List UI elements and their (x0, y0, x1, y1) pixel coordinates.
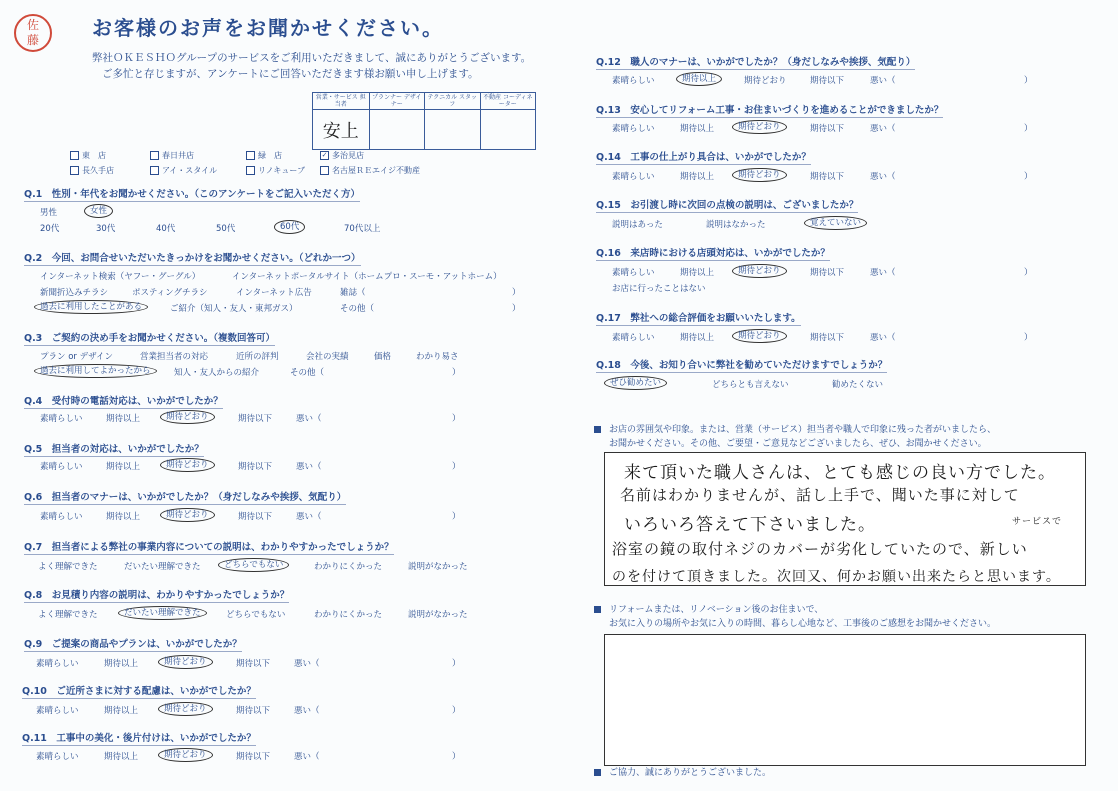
option[interactable]: 期待以下 (238, 414, 273, 424)
comment2-box[interactable] (604, 634, 1086, 766)
handwriting-note: サービスで (1012, 517, 1063, 527)
option[interactable]: 説明がなかった (408, 610, 468, 620)
option[interactable]: 会社の実績 (306, 352, 349, 362)
question-q17: Q.17 弊社への総合評価をお願いいたします。 (596, 313, 801, 324)
question-q18: Q.18 今後、お知り合いに弊社を勧めていただけますでしょうか？ (596, 360, 888, 371)
option[interactable]: 70代以上 (344, 224, 381, 234)
paren-close: ） (452, 368, 461, 378)
option[interactable]: 50代 (216, 224, 236, 234)
intro-line: ご多忙と存じますが、アンケートにご回答いただきます様お願い申し上げます。 (102, 68, 479, 80)
question-q8: Q.8 お見積り内容の説明は、わかりやすかったでしょうか？ (24, 590, 290, 601)
intro-line: 弊社ＯＫＥＳＨＯグループのサービスをご利用いただきまして、誠にありがとうございます。 (92, 52, 532, 64)
paren-close: ） (452, 752, 461, 762)
question-q6: Q.6 担当者のマナーは、いかがでしたか？（身だしなみや挨拶、気配り） (24, 492, 347, 503)
option-selected[interactable]: 期待どおり (160, 410, 215, 422)
option[interactable]: 期待以下 (810, 172, 845, 182)
option[interactable]: 営業担当者の対応 (140, 352, 209, 362)
option[interactable]: よく理解できた (38, 610, 98, 620)
option[interactable]: 期待以上 (106, 462, 141, 472)
bullet-square-icon (594, 426, 601, 433)
option[interactable]: 期待以上 (106, 414, 141, 424)
paren-close: ） (1024, 76, 1033, 86)
option-selected[interactable]: 期待どおり (160, 458, 215, 470)
option-selected[interactable]: 期待どおり (158, 702, 213, 714)
question-q3: Q.3 ご契約の決め手をお聞かせください。（複数回答可） (24, 333, 276, 344)
option[interactable]: だいたい理解できた (124, 562, 201, 572)
option-selected[interactable]: 60代 (274, 220, 305, 232)
question-q13: Q.13 安心してリフォーム工事・お住まいづくりを進めることができましたか？ (596, 105, 944, 116)
option[interactable]: 男性 (40, 208, 58, 218)
paren-close: ） (512, 304, 521, 314)
question-q2: Q.2 今回、お問合せいただいたきっかけをお聞かせください。（どれか一つ） (24, 253, 361, 264)
option[interactable]: 素晴らしい (36, 752, 79, 762)
checkbox-icon (70, 166, 79, 175)
option[interactable]: 期待以下 (810, 333, 845, 343)
option[interactable]: 期待以上 (680, 333, 715, 343)
paren-close: ） (1024, 124, 1033, 134)
paren-close: ） (512, 288, 521, 298)
option[interactable]: わかりにくかった (314, 562, 383, 572)
intro-text (92, 50, 532, 82)
checkbox-icon (150, 151, 159, 160)
question-q11: Q.11 工事中の美化・後片付けは、いかがでしたか？ (22, 733, 256, 744)
handwriting-line: のを付けて頂きました。次回又、何かお願い出来たらと思います。 (612, 569, 1061, 585)
store-option[interactable]: 名古屋ＲＥエイジ不動産 (320, 165, 440, 176)
question-q9: Q.9 ご提案の商品やプランは、いかがでしたか？ (24, 639, 242, 650)
comment1-label: お店の雰囲気や印象。または、営業（サービス）担当者や職人で印象に残った者がいましたら、 お聞かせください。その他、ご要望・ご意見などございましたら、ぜひ、お聞かせください。 (594, 423, 996, 451)
store-option[interactable]: 長久手店 (70, 165, 150, 176)
option[interactable]: 期待どおり (744, 76, 787, 86)
option-selected[interactable]: 期待どおり (732, 329, 787, 341)
bullet-square-icon (594, 769, 601, 776)
option[interactable]: 悪い（ (870, 333, 896, 343)
option-selected[interactable]: 期待どおり (160, 508, 215, 520)
option[interactable]: 新聞折込みチラシ (40, 288, 109, 298)
option-selected[interactable]: 過去に利用したことがある (34, 300, 148, 312)
option[interactable]: インターネット検索（ヤフー・グーグル） (40, 272, 201, 282)
option-selected[interactable]: どちらでもない (218, 558, 289, 570)
option[interactable]: プラン or デザイン (40, 352, 114, 362)
option[interactable]: どちらでもない (226, 610, 286, 620)
option[interactable]: 説明がなかった (408, 562, 468, 572)
staff-value[interactable]: 安上 (322, 120, 359, 142)
staff-value[interactable] (481, 110, 536, 149)
option[interactable]: ポスティングチラシ (132, 288, 208, 298)
staff-value[interactable] (370, 110, 425, 149)
option[interactable]: 期待以下 (236, 752, 271, 762)
option[interactable]: わかり易さ (416, 352, 459, 362)
option[interactable]: インターネット広告 (236, 288, 312, 298)
option[interactable]: 価格 (374, 352, 392, 362)
option[interactable]: 素晴らしい (40, 512, 83, 522)
option[interactable]: どちらとも言えない (712, 380, 789, 390)
question-q7: Q.7 担当者による弊社の事業内容についての説明は、わかりやすかったでしょうか？ (24, 542, 394, 553)
handwriting-line: 名前はわかりませんが、話し上手で、聞いた事に対して (620, 486, 1020, 504)
question-q4: Q.4 受付時の電話対応は、いかがでしたか？ (24, 396, 223, 407)
option[interactable]: わかりにくかった (314, 610, 383, 620)
bullet-square-icon (594, 606, 601, 613)
store-option[interactable]: アイ・スタイル (150, 165, 246, 176)
closing-message: ご協力、誠にありがとうございました。 (594, 766, 771, 780)
option[interactable]: ご紹介（知人・友人・東邦ガス） (170, 304, 298, 314)
option[interactable]: 悪い（ (870, 76, 896, 86)
option[interactable]: 悪い（ (294, 706, 320, 716)
option[interactable]: 期待以下 (238, 512, 273, 522)
option[interactable]: 期待以上 (680, 124, 715, 134)
question-q1: Q.1 性別・年代をお聞かせください。（このアンケートをご記入いただく方） (24, 189, 360, 200)
page-title: お客様のお声をお聞かせください。 (92, 16, 444, 40)
checkbox-icon (320, 166, 329, 175)
store-option[interactable]: 緑 店 (246, 150, 320, 161)
staff-value[interactable] (425, 110, 480, 149)
staff-header: テクニカル スタッフ (425, 93, 480, 110)
staff-header: 営業・サービス 担当者 (313, 93, 369, 110)
option[interactable]: 期待以上 (680, 268, 715, 278)
option[interactable]: 素晴らしい (36, 659, 79, 669)
option-selected[interactable]: 期待どおり (732, 120, 787, 132)
option[interactable]: 40代 (156, 224, 176, 234)
option[interactable]: 期待以下 (236, 706, 271, 716)
option-selected[interactable]: 期待どおり (732, 168, 787, 180)
handwriting-line: 来て頂いた職人さんは、とても感じの良い方でした。 (624, 463, 1056, 483)
question-q12: Q.12 職人のマナーは、いかがでしたか？（身だしなみや挨拶、気配り） (596, 57, 916, 68)
option[interactable]: 期待以下 (810, 124, 845, 134)
option[interactable]: 期待以上 (104, 659, 139, 669)
option[interactable]: 素晴らしい (612, 124, 655, 134)
option[interactable]: 悪い（ (296, 414, 322, 424)
option[interactable]: よく理解できた (38, 562, 98, 572)
seal-char-top: 佐 (26, 18, 39, 32)
store-option[interactable]: ✓ 多治見店 (321, 151, 364, 160)
question-q16: Q.16 来店時における店頭対応は、いかがでしたか？ (596, 248, 830, 259)
option[interactable]: 期待以下 (810, 268, 845, 278)
option[interactable]: 素晴らしい (40, 462, 83, 472)
option[interactable]: 素晴らしい (612, 172, 655, 182)
question-q5: Q.5 担当者の対応は、いかがでしたか？ (24, 444, 204, 455)
option[interactable]: 勧めたくない (832, 380, 884, 390)
option[interactable]: 悪い（ (294, 752, 320, 762)
staff-header: 不動産 コーディネーター (481, 93, 536, 110)
option-selected[interactable]: 女性 (84, 204, 113, 216)
option[interactable]: 悪い（ (870, 172, 896, 182)
paren-close: ） (452, 706, 461, 716)
option[interactable]: 期待以上 (106, 512, 141, 522)
option[interactable]: 素晴らしい (36, 706, 79, 716)
option-selected[interactable]: 期待どおり (158, 655, 213, 667)
paren-close: ） (452, 659, 461, 669)
option-selected[interactable]: 期待どおり (732, 264, 787, 276)
comment2-label: リフォームまたは、リノベーション後のお住まいで、 お気に入りの場所やお気に入りの時間、暮らし心地など、工事後のご感想をお聞かせください。 (594, 603, 996, 631)
option[interactable]: 期待以上 (104, 752, 139, 762)
option-selected[interactable]: 覚えていない (804, 216, 867, 228)
question-q14: Q.14 工事の仕上がり具合は、いかがでしたか？ (596, 152, 811, 163)
checkbox-icon (70, 151, 79, 160)
option[interactable]: その他（ (340, 304, 375, 314)
option[interactable]: 期待以上 (680, 172, 715, 182)
option[interactable]: 近所の評判 (236, 352, 279, 362)
option-selected[interactable]: 期待以上 (676, 72, 722, 84)
option[interactable]: 悪い（ (294, 659, 320, 669)
store-option[interactable]: リノキューブ (246, 165, 320, 176)
option[interactable]: その他（ (290, 368, 325, 378)
handwriting-line: いろいろ答えて下さいました。 (624, 515, 876, 535)
paren-close: ） (452, 462, 461, 472)
option-selected[interactable]: だいたい理解できた (118, 606, 207, 618)
option[interactable]: お店に行ったことはない (612, 284, 706, 294)
option[interactable]: 雑誌（ (340, 288, 366, 298)
option[interactable]: 素晴らしい (612, 268, 655, 278)
option[interactable]: 期待以上 (104, 706, 139, 716)
checkbox-icon (246, 151, 255, 160)
approval-seal (14, 14, 52, 52)
option[interactable]: 悪い（ (870, 268, 896, 278)
option[interactable]: 説明はなかった (706, 220, 766, 230)
option[interactable]: 悪い（ (296, 512, 322, 522)
checkbox-icon (150, 166, 159, 175)
paren-close: ） (1024, 333, 1033, 343)
seal-char-bottom: 藤 (26, 33, 39, 47)
store-option[interactable]: 東 店 (70, 150, 150, 161)
checkbox-icon (246, 166, 255, 175)
option[interactable]: 悪い（ (870, 124, 896, 134)
question-q15: Q.15 お引渡し時に次回の点検の説明は、ございましたか？ (596, 200, 859, 211)
handwriting-line: 浴室の鏡の取付ネジのカバーが劣化していたので、新しい (612, 540, 1028, 558)
option[interactable]: 20代 (40, 224, 60, 234)
option[interactable]: 説明はあった (612, 220, 663, 230)
store-checklist (70, 150, 430, 176)
option[interactable]: 30代 (96, 224, 116, 234)
staff-table (312, 92, 536, 150)
paren-close: ） (1024, 268, 1033, 278)
option[interactable]: 期待以下 (810, 76, 845, 86)
question-q10: Q.10 ご近所さまに対する配慮は、いかがでしたか？ (22, 686, 256, 697)
checkbox-checked-icon: ✓ (321, 151, 328, 159)
store-option[interactable]: 春日井店 (150, 150, 246, 161)
option[interactable]: 悪い（ (296, 462, 322, 472)
option-selected[interactable]: 過去に利用してよかったから (34, 364, 157, 376)
paren-close: ） (1024, 172, 1033, 182)
staff-header: プランナー デザイナー (370, 93, 425, 110)
option-selected[interactable]: 期待どおり (158, 748, 213, 760)
paren-close: ） (452, 414, 461, 424)
option[interactable]: 素晴らしい (40, 414, 83, 424)
option-selected[interactable]: ぜひ勧めたい (604, 376, 667, 388)
option[interactable]: 期待以下 (238, 462, 273, 472)
option[interactable]: 期待以下 (236, 659, 271, 669)
option[interactable]: 素晴らしい (612, 76, 655, 86)
option[interactable]: 素晴らしい (612, 333, 655, 343)
option[interactable]: インターネットポータルサイト（ホームプロ・スーモ・アットホーム） (232, 272, 502, 282)
paren-close: ） (452, 512, 461, 522)
option[interactable]: 知人・友人からの紹介 (174, 368, 260, 378)
